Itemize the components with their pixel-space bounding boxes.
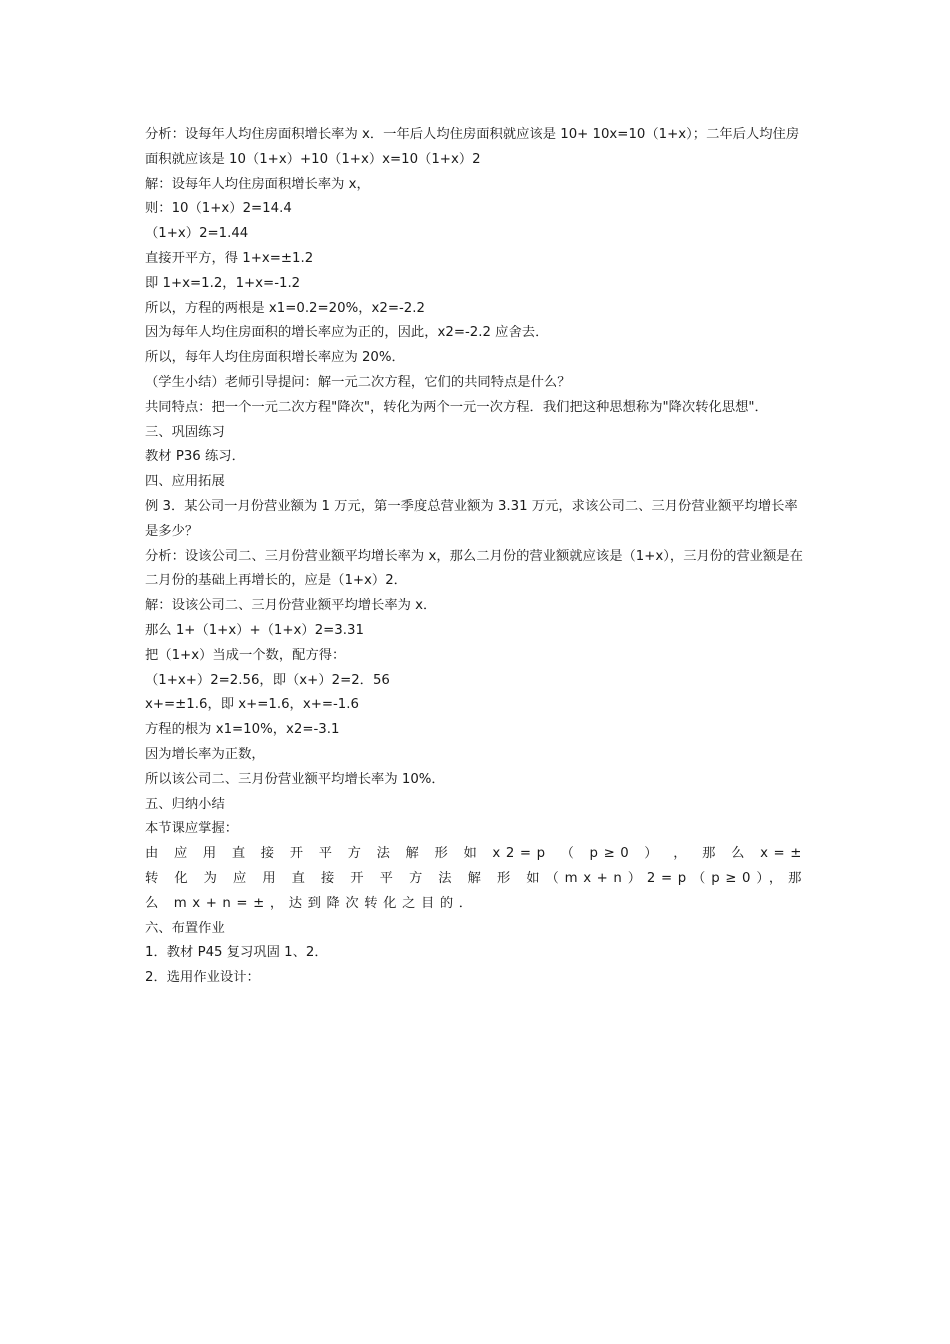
equation-line-6: （1+x+）2=2.56，即（x+）2=2．56 — [145, 672, 390, 688]
completing-square-line: 把（1+x）当成一个数，配方得： — [145, 647, 346, 663]
section-heading-practice: 三、巩固练习 — [145, 424, 225, 440]
analysis-paragraph-1: 分析：设每年人均住房面积增长率为 x．一年后人均住房面积就应该是 10+ 10x=10（1+x）；二年后人均住房面积就应该是 10（1+x）+10（1+x）x=10（1+x）2 — [145, 127, 800, 167]
student-summary-line: （学生小结）老师引导提问：解一元二次方程，它们的共同特点是什么？ — [145, 374, 571, 390]
section-heading-summary: 五、归纳小结 — [145, 796, 225, 812]
equation-line-1: 则：10（1+x）2=14.4 — [145, 201, 292, 217]
discard-root-line: 因为每年人均住房面积的增长率应为正的，因此，x2=-2.2 应舍去． — [145, 325, 549, 341]
document-body — [145, 123, 807, 991]
homework-item-2: 2．选用作业设计： — [145, 970, 260, 986]
lesson-mastery-line: 本节课应掌握： — [145, 821, 239, 837]
equation-line-5: 那么 1+（1+x）+（1+x）2=3.31 — [145, 622, 364, 638]
homework-item-1: 1．教材 P45 复习巩固 1、2． — [145, 945, 328, 961]
solution-line-1: 解：设每年人均住房面积增长率为 x， — [145, 176, 370, 192]
conclusion-line-2: 所以该公司二、三月份营业额平均增长率为 10%． — [145, 771, 445, 787]
common-feature-line: 共同特点：把一个一元二次方程"降次"，转化为两个一元一次方程．我们把这种思想称为"降次转化思想"． — [145, 399, 768, 415]
equation-roots-line-2: 方程的根为 x1=10%，x2=-3.1 — [145, 722, 340, 738]
section-heading-homework: 六、布置作业 — [145, 920, 225, 936]
textbook-exercise-line: 教材 P36 练习． — [145, 449, 245, 465]
conclusion-line-1: 所以，每年人均住房面积增长率应为 20%． — [145, 350, 405, 366]
equation-roots-line: 所以，方程的两根是 x1=0.2=20%，x2=-2.2 — [145, 300, 425, 316]
analysis-paragraph-2: 分析：设该公司二、三月份营业额平均增长率为 x，那么二月份的营业额就应该是（1+x），三月份的营业额是在二月份的基础上再增长的，应是（1+x）2． — [145, 548, 803, 589]
equation-line-3: 直接开平方，得 1+x=±1.2 — [145, 250, 314, 266]
equation-line-7: x+=±1.6，即 x+=1.6，x+=-1.6 — [145, 697, 359, 713]
section-heading-application: 四、应用拓展 — [145, 474, 225, 490]
solution-line-2: 解：设该公司二、三月份营业额平均增长率为 x． — [145, 598, 437, 614]
summary-paragraph: 由 应 用 直 接 开 平 方 法 解 形 如 x2=p （ p≥0 ） ， 那 么 x=± 转 化 为 应 用 直 接 开 平 方 法 解 形 如（mx+n）2=p（p≥0），那么 mx+n=±，达到降次转化之目的． — [145, 846, 807, 911]
example-3-paragraph: 例 3．某公司一月份营业额为 1 万元，第一季度总营业额为 3.31 万元，求该公司二、三月份营业额平均增长率是多少？ — [145, 498, 798, 539]
positive-rate-line: 因为增长率为正数， — [145, 746, 265, 762]
equation-line-4: 即 1+x=1.2，1+x=-1.2 — [145, 275, 301, 291]
equation-line-2: （1+x）2=1.44 — [145, 226, 249, 242]
